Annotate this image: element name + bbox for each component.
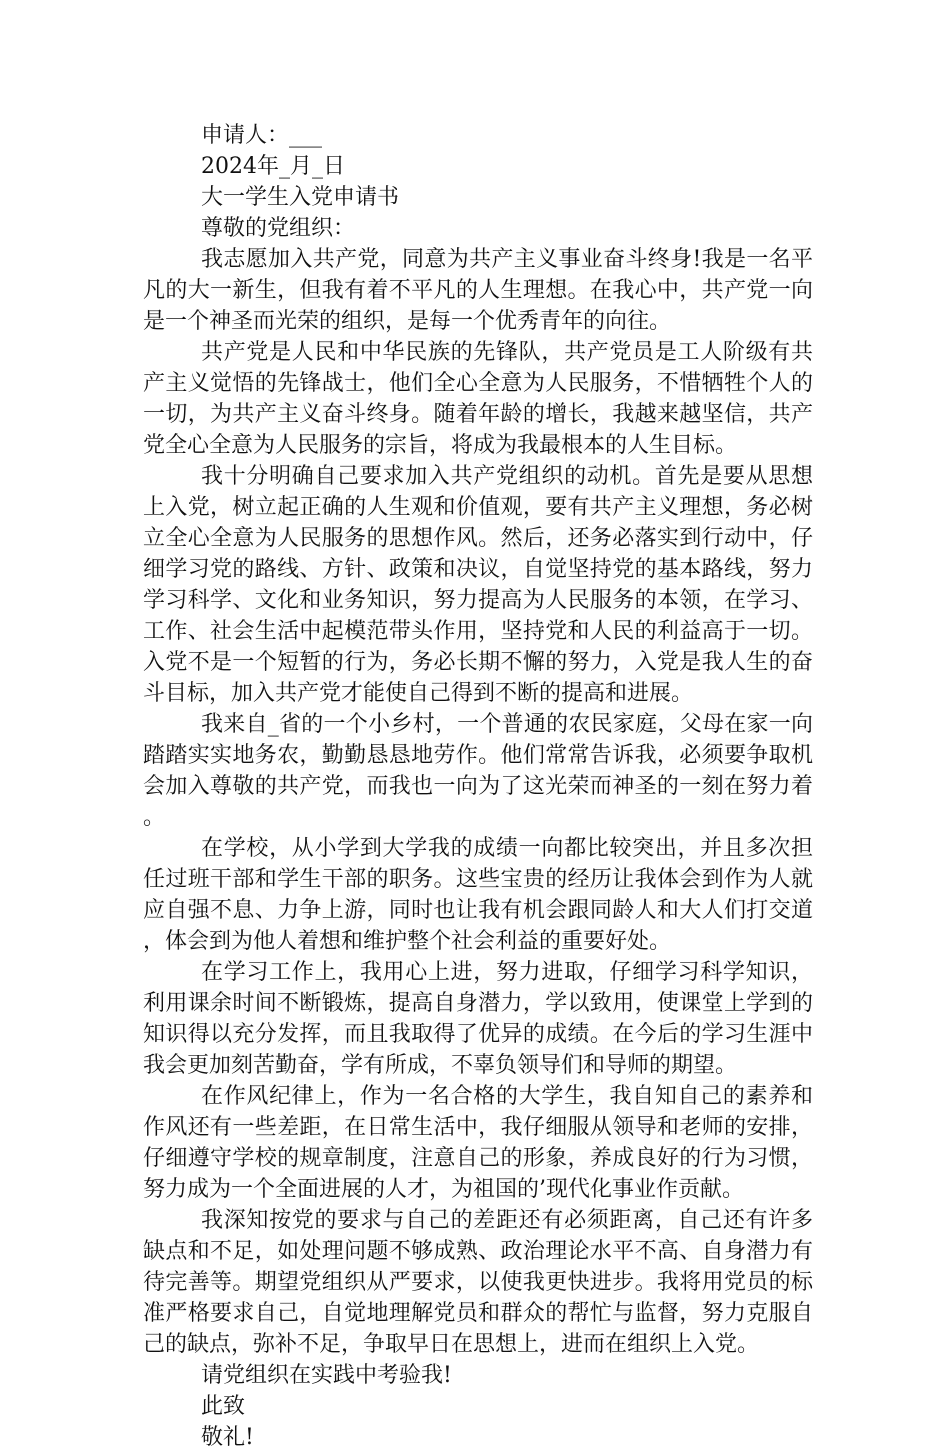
salutation: 尊敬的党组织： (201, 216, 356, 241)
closing-regards-1: 此致 (201, 1394, 246, 1419)
closing-request: 请党组织在实践中考验我! (201, 1363, 452, 1388)
document-body (143, 120, 813, 1453)
paragraph: 我深知按党的要求与自己的差距还有必须距离，自己还有许多缺点和不足，如处理问题不够成熟、政治理论水平不高、自身潜力有待完善等。期望党组织从严要求，以使我更快进步。我将用党员的标准严格要求自己，自觉地理解党员和群众的帮忙与监督，努力克服自己的缺点，弥补不足，争取早日在思想上，进而在组织上入党。 (143, 1208, 813, 1357)
closing-regards-2: 敬礼! (201, 1425, 254, 1450)
paragraph: 我志愿加入共产党，同意为共产主义事业奋斗终身!我是一名平凡的大一新生，但我有着不平凡的人生理想。在我心中，共产党一向是一个神圣而光荣的组织，是每一个优秀青年的向往。 (143, 247, 813, 334)
paragraph: 在作风纪律上，作为一名合格的大学生，我自知自己的素养和作风还有一些差距，在日常生活中，我仔细服从领导和老师的安排，仔细遵守学校的规章制度，注意自己的形象，养成良好的行为习惯，努力成为一个全面进展的人才，为祖国的’现代化事业作贡献。 (143, 1084, 813, 1202)
paragraph: 我来自_省的一个小乡村，一个普通的农民家庭，父母在家一向踏踏实实地务农，勤勤恳恳地劳作。他们常常告诉我，必须要争取机会加入尊敬的共产党，而我也一向为了这光荣而神圣的一刻在努力着。 (143, 712, 813, 830)
paragraph: 在学校，从小学到大学我的成绩一向都比较突出，并且多次担任过班干部和学生干部的职务。这些宝贵的经历让我体会到作为人就应自强不息、力争上游，同时也让我有机会跟同龄人和大人们打交道，体会到为他人着想和维护整个社会利益的重要好处。 (143, 836, 813, 954)
date-line: 2024年_月_日 (201, 154, 345, 179)
paragraph: 我十分明确自己要求加入共产党组织的动机。首先是要从思想上入党，树立起正确的人生观和价值观，要有共产主义理想，务必树立全心全意为人民服务的思想作风。然后，还务必落实到行动中，仔细学习党的路线、方针、政策和决议，自觉坚持党的基本路线，努力学习科学、文化和业务知识，努力提高为人民服务的本领，在学习、工作、社会生活中起模范带头作用，坚持党和人民的利益高于一切。入党不是一个短暂的行为，务必长期不懈的努力，入党是我人生的奋斗目标，加入共产党才能使自己得到不断的提高和进展。 (143, 464, 813, 706)
document-title: 大一学生入党申请书 (201, 185, 400, 210)
applicant-line: 申请人：___ (201, 123, 323, 148)
paragraph: 共产党是人民和中华民族的先锋队，共产党员是工人阶级有共产主义觉悟的先锋战士，他们全心全意为人民服务，不惜牺牲个人的一切，为共产主义奋斗终身。随着年龄的增长，我越来越坚信，共产党全心全意为人民服务的宗旨，将成为我最根本的人生目标。 (143, 340, 813, 458)
paragraph: 在学习工作上，我用心上进，努力进取，仔细学习科学知识，利用课余时间不断锻炼，提高自身潜力，学以致用，使课堂上学到的知识得以充分发挥，而且我取得了优异的成绩。在今后的学习生涯中我会更加刻苦勤奋，学有所成，不辜负领导们和导师的期望。 (143, 960, 813, 1078)
